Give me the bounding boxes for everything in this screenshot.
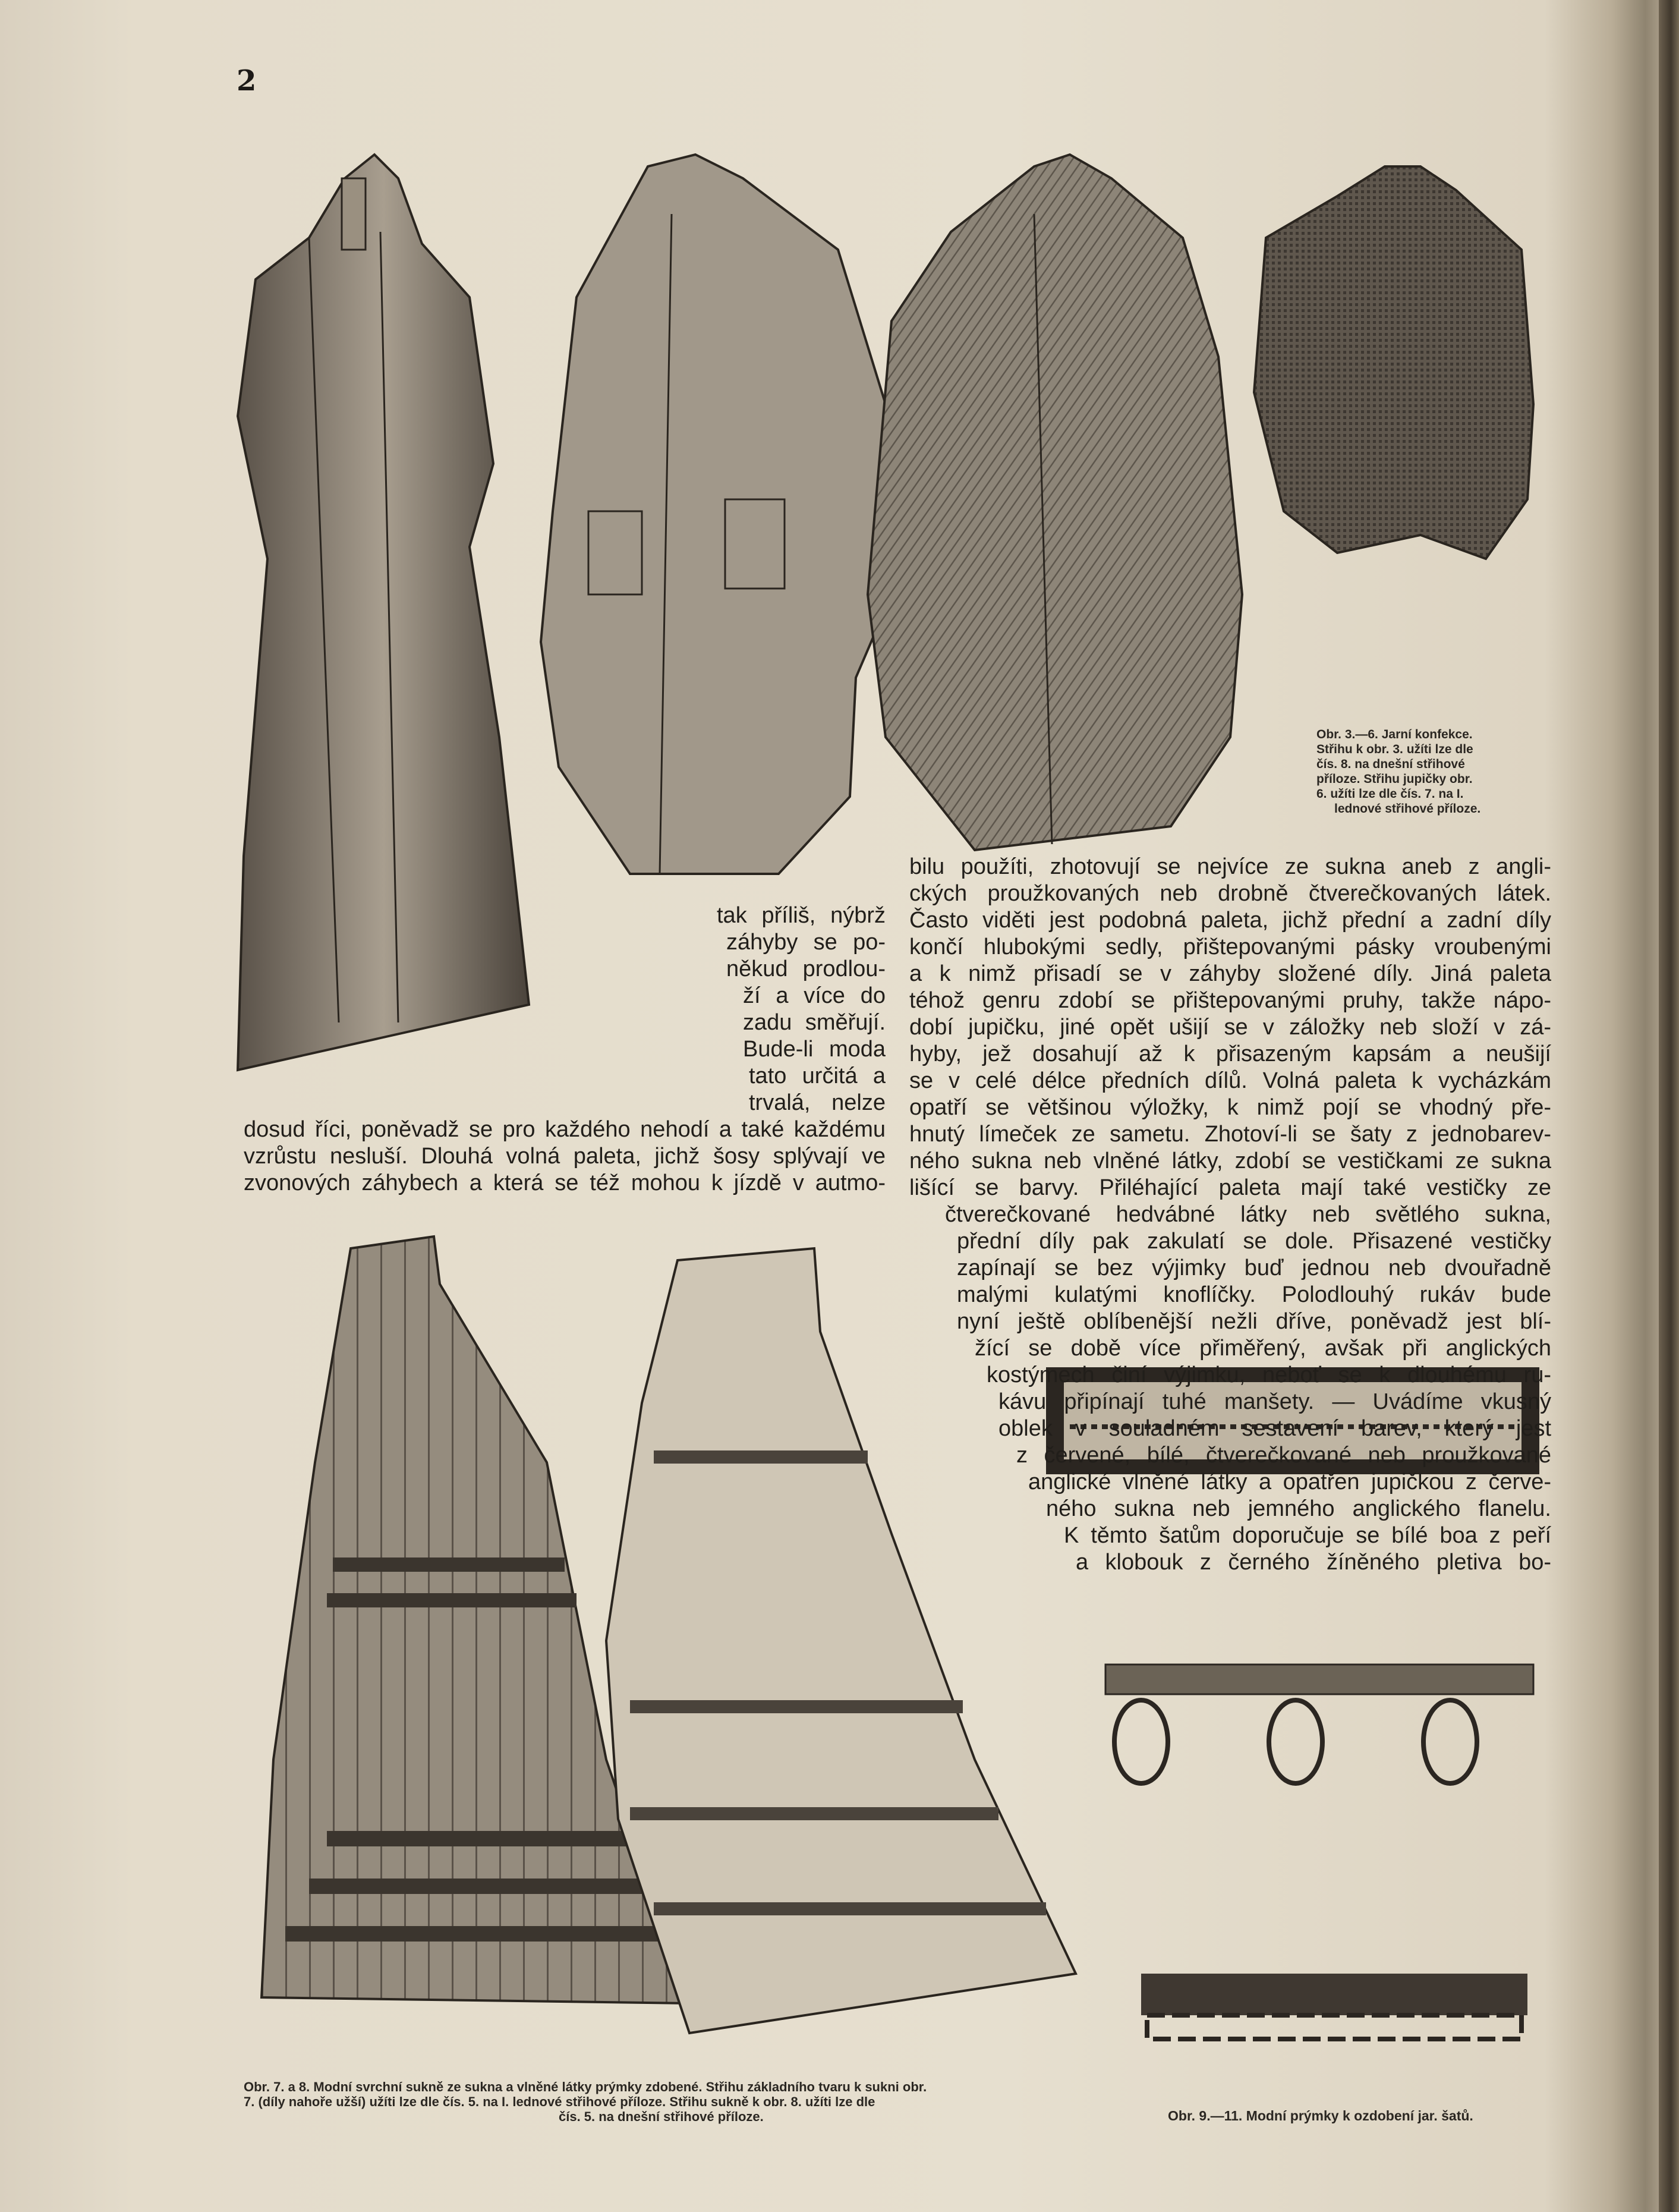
jackets-caption-line: Obr. 3.—6. Jarní konfekce. [1316, 728, 1473, 741]
loose-paletot-figure [541, 155, 892, 874]
text-line: kávu připínají tuhé manšety. — Uvádíme vkusný [998, 1389, 1551, 1414]
left-column-text [244, 902, 886, 1197]
text-line: žící se době více přiměřený, avšak při anglických [975, 1336, 1551, 1361]
text-line: oblek v souladném sestavení barev, který jest [998, 1416, 1551, 1441]
text-line: vzrůstu nesluší. Dlouhá volná paleta, jichž šosy splývají ve [244, 1144, 886, 1169]
skirts-caption-line: 7. (díly nahoře užší) užíti lze dle čís. 5. na I. lednové střihové příloze. Střihu sukně k obr. 8. užíti lze dle [244, 2094, 875, 2109]
text-line: ží a více do [743, 983, 886, 1008]
text-line: zadu směřují. [743, 1010, 886, 1035]
text-line: záhyby se po- [726, 930, 886, 955]
binding-edge [1659, 0, 1679, 2212]
text-line: dosud říci, poněvadž se pro každého nehodí a také každému [244, 1117, 886, 1142]
text-line: se v celé délce předních dílů. Volná paleta k vycházkám [909, 1068, 1551, 1093]
jackets-caption-line: příloze. Střihu jupičky obr. [1316, 772, 1473, 786]
text-line: hyby, jež dosahují až k přisazeným kapsám a neušijí [909, 1042, 1551, 1066]
skirts-caption-line: Obr. 7. a 8. Modní svrchní sukně ze sukna a vlněné látky prýmky zdobené. Střihu základního tvaru k sukni obr. [244, 2079, 927, 2094]
text-line: a klobouk z černého žíněného pletiva bo- [1076, 1550, 1551, 1575]
text-line: nyní ještě oblíbenější nežli dříve, poněvadž jest blí- [957, 1309, 1551, 1334]
text-line: Často viděti jest podobná paleta, jichž přední a zadní díly [909, 908, 1551, 933]
skirts-caption [244, 2079, 1147, 2124]
text-line: někud prodlou- [726, 956, 886, 981]
text-line: tato určitá a [749, 1063, 886, 1088]
text-line: zapínají se bez výjimky buď jednou neb dvouřadně [957, 1256, 1551, 1280]
trim-11 [1141, 1974, 1527, 2039]
text-line: přední díly pak zakulatí se dole. Přisazené vestičky [957, 1229, 1551, 1254]
striped-coat-figure [868, 155, 1242, 850]
jackets-caption-line: čís. 8. na dnešní střihové [1316, 757, 1465, 771]
trim-10 [1105, 1664, 1533, 1783]
text-line: ného sukna neb vlněné látky, zdobí se vestičkami ze sukna [909, 1149, 1551, 1173]
text-line: K těmto šatům doporučuje se bílé boa z peří [1064, 1523, 1551, 1548]
skirts-caption-line: čís. 5. na dnešní střihové příloze. [559, 2109, 764, 2124]
jackets-caption [1316, 728, 1480, 816]
text-line: ného sukna neb jemného anglického flanelu. [1046, 1496, 1551, 1521]
text-line: opatří se většinou výložky, k nimž pojí se vhodný pře- [909, 1095, 1551, 1120]
jackets-caption-line: lednové střihové příloze. [1334, 802, 1481, 816]
text-line: čtverečkované hedvábné látky neb světlého sukna, [945, 1202, 1551, 1227]
text-line: téhož genru zdobí se přištepovanými pruhy, takže nápo- [909, 988, 1551, 1013]
text-line: hnutý límeček ze sametu. Zhotoví-li se šaty z jednobarev- [909, 1122, 1551, 1147]
text-line: lišící se barvy. Přiléhající paleta mají také vestičky ze [909, 1175, 1551, 1200]
text-line: dobí jupičku, jiné opět ušijí se v záložky neb složí v zá- [909, 1015, 1551, 1040]
text-line: malými kulatými knoflíčky. Polodlouhý rukáv bude [957, 1282, 1551, 1307]
text-line: trvalá, nelze [749, 1090, 886, 1115]
text-line: z červené, bílé, čtverečkované neb proužkované [1016, 1443, 1551, 1468]
page-number: 2 [237, 64, 257, 97]
trims-caption: Obr. 9.—11. Modní prýmky k ozdobení jar. šatů. [1168, 2108, 1473, 2123]
text-line: zvonových záhybech a která se též mohou k jízdě v autmo- [244, 1170, 886, 1195]
jackets-caption-line: 6. užíti lze dle čís. 7. na I. [1316, 787, 1464, 801]
text-line: a k nimž přisadí se v záhyby složené díly. Jiná paleta [909, 961, 1551, 986]
right-column-text [909, 854, 1551, 1576]
short-jupicka-figure [1254, 166, 1533, 559]
text-line: bilu použíti, zhotovují se nejvíce ze sukna aneb z angli- [909, 854, 1551, 879]
text-line: kostýmech činí výjimku, neboť se k dlouhému ru- [987, 1363, 1551, 1387]
text-line: ckých proužkovaných neb drobně čtverečkovaných látek. [909, 881, 1551, 906]
jackets-caption-line: Střihu k obr. 3. užíti lze dle [1316, 742, 1473, 756]
text-line: tak příliš, nýbrž [717, 903, 886, 928]
text-line: Bude-li moda [743, 1037, 886, 1062]
text-line: končí hlubokými sedly, přištepovanými pásky vroubenými [909, 934, 1551, 959]
text-line: anglické vlněné látky a opatřen jupičkou z červe- [1028, 1470, 1551, 1494]
